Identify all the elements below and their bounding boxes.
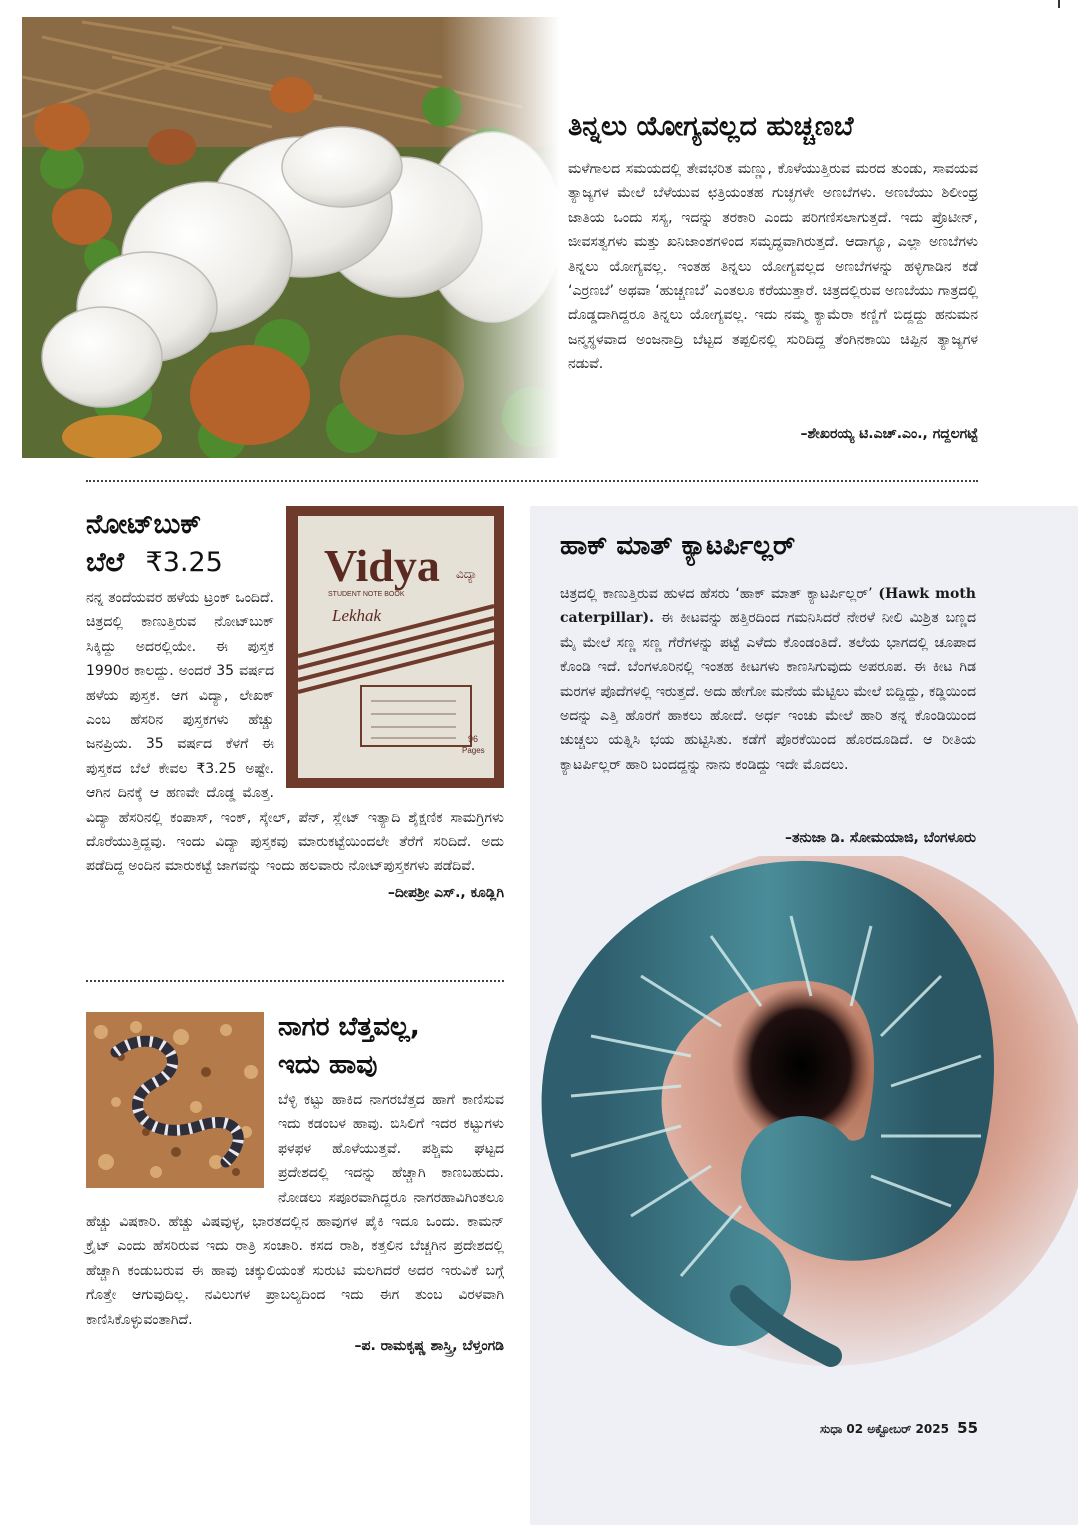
snake-photo xyxy=(86,1012,264,1188)
caterpillar-title: ಹಾಕ್ ಮಾತ್ ಕ್ಯಾಟರ್ಪಿಲ್ಲರ್ xyxy=(560,531,796,561)
crop-mark xyxy=(1058,0,1060,8)
footer-page-number: 55 xyxy=(957,1419,979,1437)
section-divider xyxy=(86,480,978,482)
notebook-maker-text: Lekhak xyxy=(332,606,382,625)
notebook-body: ನನ್ನ ತಂದೆಯವರ ಹಳೆಯ ಟ್ರಂಕ್ ಒಂದಿದೆ. ಚಿತ್ರದಲ್ಲಿ ಕಾಣುತ್ತಿರುವ ನೋಟ್‌ಬುಕ್ ಸಿಕ್ಕಿದ್ದು ಅದರಲ್ಲಿಯೇ. ಈ ಪುಸ್ತಕ 1990ರ ಕಾಲದ್ದು. ಅಂದರೆ 35 ವರ್ಷದ ಹಳೆಯ ಪುಸ್ತಕ. ಆಗ ವಿದ್ಯಾ, ಲೇಖಕ್ ಎಂಬ ಹೆಸರಿನ ಪುಸ್ತಕಗಳು ಹೆಚ್ಚು ಜನಪ್ರಿಯ. 35 ವರ್ಷದ ಕೆಳಗೆ ಈ ಪುಸ್ತಕದ ಬೆಲೆ ಕೇವಲ ₹3.25 ಅಷ್ಟೇ. ಆಗಿನ ದಿನಕ್ಕೆ ಆ ಹಣವೇ ದೊಡ್ಡ ಮೊತ್ತ. ವಿದ್ಯಾ ಹೆಸರಿನಲ್ಲಿ ಕಂಪಾಸ್, ಇಂಕ್, ಸ್ಕೇಲ್, ಪೆನ್, ಸ್ಲೇಟ್ ಇತ್ಯಾದಿ ಶೈಕ್ಷಣಿಕ ಸಾಮಗ್ರಿಗಳು ದೊರೆಯುತ್ತಿದ್ದವು. ಇಂದು ವಿದ್ಯಾ ಪುಸ್ತಕವು ಮಾರುಕಟ್ಟೆಯಿಂದಲೇ ತೆರೆಗೆ ಸರಿದಿದೆ. ಅದು ಪಡೆದಿದ್ದ ಅಂದಿನ ಮಾರುಕಟ್ಟೆ ಜಾಗವನ್ನು ಇಂದು ಹಲವಾರು ನೋಟ್‌ಪುಸ್ತಕಗಳು ಪಡೆದಿವೆ. xyxy=(86,590,504,875)
caterpillar-photo xyxy=(531,856,1078,1396)
notebook-subtitle-text: STUDENT NOTE BOOK xyxy=(328,591,405,598)
caterpillar-english-name: (Hawk moth caterpillar). xyxy=(560,586,976,627)
footer-magazine: ಸುಧಾ xyxy=(820,1422,843,1436)
page-footer xyxy=(820,1419,978,1437)
notebook-brand-kannada-text: ವಿದ್ಯಾ xyxy=(456,567,478,581)
section-divider-2 xyxy=(86,980,504,982)
mushroom-photo xyxy=(22,17,560,458)
notebook-title-line1: ನೋಟ್‌ಬುಕ್ xyxy=(86,509,202,540)
notebook-article xyxy=(86,506,504,901)
mushroom-credit: –ಶೇಖರಯ್ಯ ಟಿ.ಎಚ್.ಎಂ., ಗದ್ದಲಗಟ್ಟೆ xyxy=(800,426,978,442)
snake-body: ಬೆಳ್ಳಿ ಕಟ್ಟು ಹಾಕಿದ ನಾಗರಬೆತ್ತದ ಹಾಗೆ ಕಾಣಿಸುವ ಇದು ಕಡಂಬಳ ಹಾವು. ಬಿಸಿಲಿಗೆ ಇದರ ಕಟ್ಟುಗಳು ಫಳಫಳ ಹೊಳೆಯುತ್ತವೆ. ಪಶ್ಚಿಮ ಘಟ್ಟದ ಪ್ರದೇಶದಲ್ಲಿ ಇದನ್ನು ಹೆಚ್ಚಾಗಿ ಕಾಣಬಹುದು. ನೋಡಲು ಸಪೂರವಾಗಿದ್ದರೂ ನಾಗರಹಾವಿಗಿಂತಲೂ ಹೆಚ್ಚು ವಿಷಕಾರಿ. ಹೆಚ್ಚು ವಿಷವುಳ್ಳ, ಭಾರತದಲ್ಲಿನ ಹಾವುಗಳ ಪೈಕಿ ಇದೂ ಒಂದು. ಕಾಮನ್ ಕ್ರೈಟ್ ಎಂದು ಹೆಸರಿರುವ ಇದು ರಾತ್ರಿ ಸಂಚಾರಿ. ಕಸದ ರಾಶಿ, ಕತ್ತಲಿನ ಬೆಚ್ಚಗಿನ ಪ್ರದೇಶದಲ್ಲಿ ಹೆಚ್ಚಾಗಿ ಕಂಡುಬರುವ ಈ ಹಾವು ಚಕ್ಕುಲಿಯಂತೆ ಸುರುಟಿ ಮಲಗಿದರೆ ಅದರ ಇರುವಿಕೆ ಬಗ್ಗೆ ಗೊತ್ತೇ ಆಗುವುದಿಲ್ಲ. ನವಿಲುಗಳ ಪ್ರಾಬಲ್ಯದಿಂದ ಇದು ಈಗ ತುಂಬ ವಿರಳವಾಗಿ ಕಾಣಿಸಿಕೊಳ್ಳುವಂತಾಗಿದೆ. xyxy=(86,1092,504,1328)
mushroom-title: ತಿನ್ನಲು ಯೋಗ್ಯವಲ್ಲದ ಹುಚ್ಚಣಬೆ xyxy=(568,111,854,142)
notebook-brand-text: Vidya xyxy=(324,540,440,591)
notebook-credit: –ದೀಪಶ್ರೀ ಎಸ್., ಕೂಡ್ಲಿಗಿ xyxy=(387,884,504,901)
notebook-pages-label: Pages xyxy=(462,746,485,755)
snake-credit: –ಪ. ರಾಮಕೃಷ್ಣ ಶಾಸ್ತ್ರಿ, ಬೆಳ್ತಂಗಡಿ xyxy=(354,1338,504,1355)
caterpillar-credit: –ತನುಜಾ ಡಿ. ಸೋಮಯಾಜಿ, ಬೆಂಗಳೂರು xyxy=(785,830,976,846)
snake-article xyxy=(86,1012,504,1354)
snake-title-line1: ನಾಗರ ಬೆತ್ತವಲ್ಲ, xyxy=(278,1012,420,1042)
footer-date: 02 ಅಕ್ಟೋಬರ್ 2025 xyxy=(846,1422,949,1436)
snake-title-line2: ಇದು ಹಾವು xyxy=(278,1050,378,1080)
notebook-title-price: ₹3.25 xyxy=(145,547,223,578)
caterpillar-body-part2: ಈ ಕೀಟವನ್ನು ಹತ್ತಿರದಿಂದ ಗಮನಿಸಿದರೆ ನೇರಳೆ ನೀಲಿ ಮಿಶ್ರಿತ ಬಣ್ಣದ ಮೈ ಮೇಲೆ ಸಣ್ಣ ಸಣ್ಣ ಗೆರೆಗಳನ್ನು ಪಟ್ಟೆ ಎಳೆದು ಕೊಂಡಂತಿದೆ. ತಲೆಯ ಭಾಗದಲ್ಲಿ ಚೂಪಾದ ಕೊಂಡಿ ಇದೆ. ಬೆಂಗಳೂರಿನಲ್ಲಿ ಇಂತಹ ಕೀಟಗಳು ಕಾಣಸಿಗುವುದು ಅಪರೂಪ. ಈ ಕೀಟ ಗಿಡ ಮರಗಳ ಪೊದೆಗಳಲ್ಲಿ ಇರುತ್ತದೆ. ಅದು ಹೇಗೋ ಮನೆಯ ಮೆಟ್ಟಿಲು ಮೇಲೆ ಬಿದ್ದಿದ್ದು, ಕಡ್ಡಿಯಿಂದ ಅದನ್ನು ಎತ್ತಿ ಹೊರಗೆ ಹಾಕಲು ಹೋದೆ. ಅರ್ಧ ಇಂಚು ಮೇಲೆ ಹಾರಿ ತನ್ನ ಕೊಂಡಿಯಿಂದ ಚುಚ್ಚಲು ಯತ್ನಿಸಿ ಭಯ ಹುಟ್ಟಿಸಿತು. ಕಡೆಗೆ ಪೊರಕೆಯಿಂದ ಹೊರದೂಡಿದೆ. ಆ ರೀತಿಯ ಕ್ಯಾಟರ್ಪಿಲ್ಲರ್ ಹಾರಿ ಬಂದದ್ದನ್ನು ನಾನು ಕಂಡಿದ್ದು ಇದೇ ಮೊದಲು. xyxy=(560,610,976,773)
caterpillar-body xyxy=(560,582,976,777)
mushroom-body: ಮಳೆಗಾಲದ ಸಮಯದಲ್ಲಿ ತೇವಭರಿತ ಮಣ್ಣು, ಕೊಳೆಯುತ್ತಿರುವ ಮರದ ತುಂಡು, ಸಾವಯವ ತ್ಯಾಜ್ಯಗಳ ಮೇಲೆ ಬೆಳೆಯುವ ಛತ್ರಿಯಂತಹ ಗುಚ್ಛಗಳೇ ಅಣಬೆಗಳು. ಅಣಬೆಯು ಶಿಲೀಂಧ್ರ ಜಾತಿಯ ಒಂದು ಸಸ್ಯ, ಇದನ್ನು ತರಕಾರಿ ಎಂದು ಪರಿಗಣಿಸಲಾಗುತ್ತದೆ. ಇದು ಪ್ರೊಟೀನ್, ಜೀವಸತ್ವಗಳು ಮತ್ತು ಖನಿಜಾಂಶಗಳಿಂದ ಸಮೃದ್ಧವಾಗಿರುತ್ತದೆ. ಆದಾಗ್ಯೂ, ಎಲ್ಲಾ ಅಣಬೆಗಳು ತಿನ್ನಲು ಯೋಗ್ಯವಲ್ಲ. ಇಂತಹ ತಿನ್ನಲು ಯೋಗ್ಯವಲ್ಲದ ಅಣಬೆಗಳನ್ನು ಹಳ್ಳಿಗಾಡಿನ ಕಡೆ ‘ಎರ್ರಣಬೆ’ ಅಥವಾ ‘ಹುಚ್ಚಣಬೆ’ ಎಂತಲೂ ಕರೆಯುತ್ತಾರೆ. ಚಿತ್ರದಲ್ಲಿರುವ ಅಣಬೆಯು ಗಾತ್ರದಲ್ಲಿ ದೊಡ್ಡದಾಗಿದ್ದರೂ ತಿನ್ನಲು ಯೋಗ್ಯವಲ್ಲ. ಇದು ನಮ್ಮ ಕ್ಯಾಮೆರಾ ಕಣ್ಣಿಗೆ ಬಿದ್ದದ್ದು ಹನುಮನ ಜನ್ಮಸ್ಥಳವಾದ ಅಂಜನಾದ್ರಿ ಬೆಟ್ಟದ ತಪ್ಪಲಿನಲ್ಲಿ ಸುರಿದಿದ್ದ ತೆಂಗಿನಕಾಯಿ ಚಿಪ್ಪಿನ ತ್ಯಾಜ್ಯಗಳ ನಡುವೆ. xyxy=(568,161,978,373)
notebook-title-price-label: ಬೆಲೆ xyxy=(86,547,125,578)
notebook-cover-photo xyxy=(286,506,504,788)
caterpillar-body-part1: ಚಿತ್ರದಲ್ಲಿ ಕಾಣುತ್ತಿರುವ ಹುಳದ ಹೆಸರು ‘ಹಾಕ್ ಮಾತ್ ಕ್ಯಾಟರ್ಪಿಲ್ಲರ್’ xyxy=(560,586,879,602)
notebook-pages-number: 96 xyxy=(468,734,479,744)
